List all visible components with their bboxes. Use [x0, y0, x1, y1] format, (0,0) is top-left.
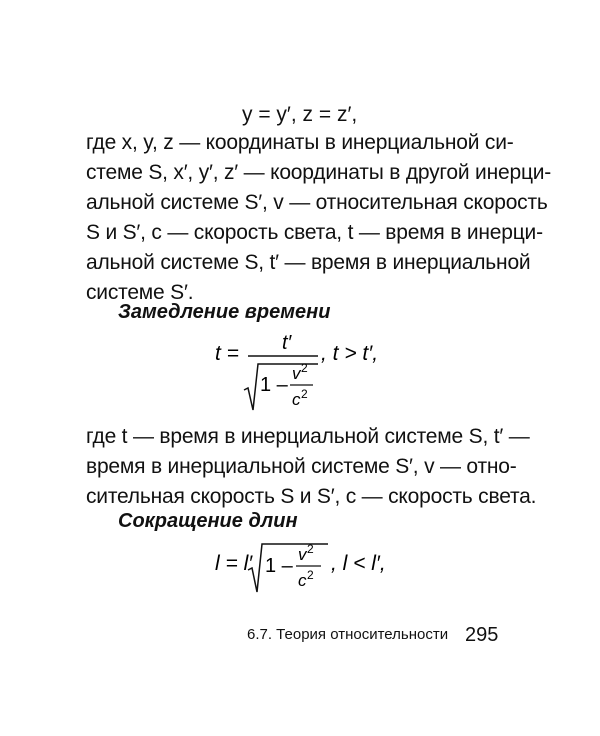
inner-denominator: c [292, 390, 301, 409]
paragraph-line: время в инерциальной системе S′, v — отно- [86, 455, 517, 478]
inner-exponent: 2 [307, 542, 314, 556]
paragraph-line: S и S′, c — скорость света, t — время в инерци- [86, 221, 543, 244]
paragraph-line: где t — время в инерциальной системе S, t′ — [86, 425, 530, 448]
formula-lhs: l = l′ [215, 552, 253, 575]
inner-exponent: 2 [301, 361, 308, 375]
inner-numerator: v [292, 364, 301, 383]
radicand-one: 1 – [260, 374, 288, 396]
inner-exponent: 2 [307, 568, 314, 582]
formula-numerator: t′ [282, 332, 292, 354]
paragraph-line: стеме S, x′, y′, z′ — координаты в другой инерци- [86, 161, 552, 184]
formula-suffix: , l < l′, [331, 552, 386, 575]
heading-time-dilation: Замедление времени [118, 301, 331, 323]
running-section-title: 6.7. Теория относительности [247, 626, 449, 643]
paragraph-line: альной системе S, t′ — время в инерциальной [86, 251, 531, 274]
paragraph-line: где x, y, z — координаты в инерциальной си- [86, 131, 514, 154]
inner-numerator: v [298, 545, 307, 564]
formula-lhs: t = [215, 342, 239, 365]
page-number: 295 [465, 624, 499, 646]
radicand-one: 1 – [265, 555, 293, 577]
formula-time-dilation [210, 330, 410, 415]
heading-length-contraction: Сокращение длин [118, 510, 298, 532]
paragraph-line: сительная скорость S и S′, c — скорость света. [86, 485, 537, 508]
formula-length-contraction [210, 538, 410, 602]
formula-y-z: y = y′, z = z′, [242, 103, 358, 126]
paragraph-line: альной системе S′, v — относительная скорость [86, 191, 548, 214]
inner-denominator: c [298, 571, 307, 590]
formula-suffix: , t > t′, [321, 342, 379, 365]
paragraph-line: системе S′. [86, 281, 194, 304]
inner-exponent: 2 [301, 387, 308, 401]
